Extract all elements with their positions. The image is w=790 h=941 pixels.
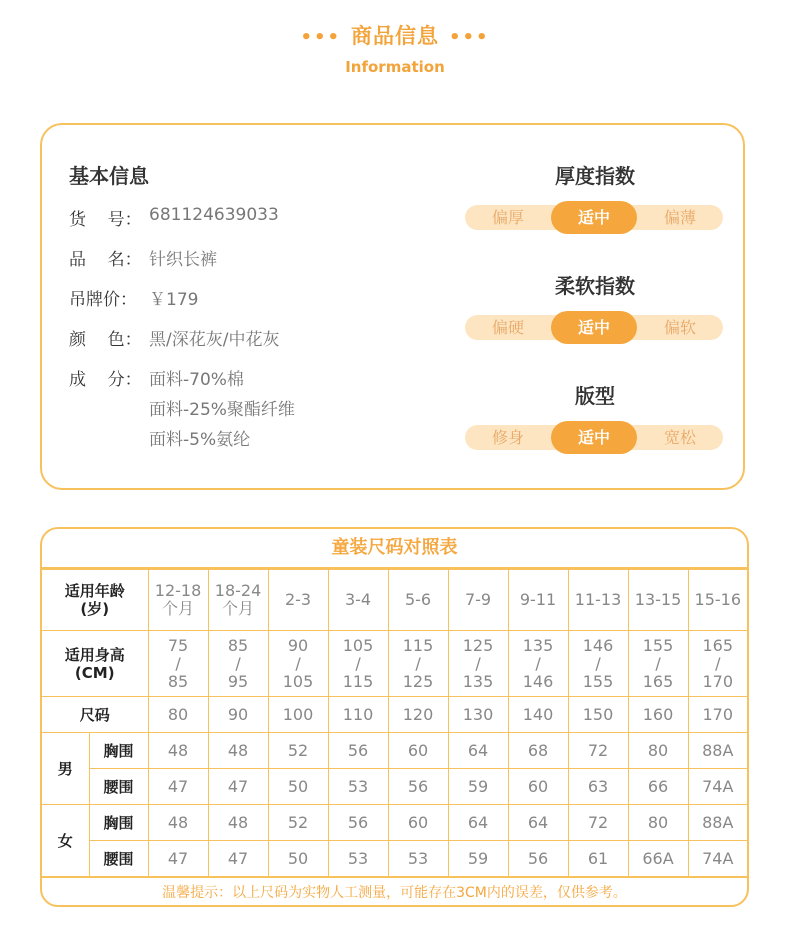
height-cell (148, 631, 208, 697)
size-cell: 100 (268, 697, 328, 733)
age-cell (568, 570, 628, 631)
height-cell (268, 631, 328, 697)
measure-cell: 80 (628, 805, 688, 841)
info-row-price (69, 285, 198, 310)
fit-type-title: 版型 (575, 384, 615, 408)
scale-option: 宽松 (663, 428, 696, 447)
section-header (0, 20, 790, 76)
measure-cell: 72 (568, 733, 628, 769)
info-label: 品 名： (69, 250, 142, 270)
cell-text: 15-16 (694, 590, 742, 609)
info-row-composition (69, 365, 244, 390)
measure-label: 腰围 (89, 841, 148, 877)
measure-cell: 56 (508, 841, 568, 877)
row-header-size: 尺码 (42, 697, 148, 733)
measure-cell: 53 (388, 841, 448, 877)
info-label: 成 分： (69, 370, 142, 390)
measure-cell: 56 (328, 733, 388, 769)
measure-cell: 74A (688, 769, 747, 805)
size-cell: 140 (508, 697, 568, 733)
section-title (0, 20, 790, 50)
row-header-text: (岁) (80, 600, 110, 618)
measure-cell: 47 (148, 841, 208, 877)
cell-text: / (415, 653, 421, 673)
age-cell (448, 570, 508, 631)
cell-text: 165 (642, 671, 674, 691)
gender-label: 男 (42, 733, 89, 805)
cell-text: 11-13 (574, 590, 622, 609)
row-header-height (42, 631, 148, 697)
measure-cell: 48 (148, 733, 208, 769)
cell-text: 115 (402, 635, 434, 655)
measure-cell: 66A (628, 841, 688, 877)
age-cell (628, 570, 688, 631)
fit-type-scale (465, 425, 723, 450)
product-info-card (40, 123, 745, 490)
age-cell (208, 570, 268, 631)
cell-text: / (595, 653, 601, 673)
measure-cell: 59 (448, 769, 508, 805)
cell-text: 95 (227, 671, 249, 691)
info-row-sku (69, 205, 279, 230)
row-header-text: (CM) (74, 663, 115, 682)
age-cell (508, 570, 568, 631)
basic-info-heading: 基本信息 (69, 164, 149, 188)
measure-cell: 48 (208, 733, 268, 769)
scale-option: 偏薄 (663, 208, 696, 227)
size-cell: 110 (328, 697, 388, 733)
cell-text: 135 (522, 635, 554, 655)
scale-option: 偏软 (663, 318, 696, 337)
measure-cell: 88A (688, 805, 747, 841)
cell-text: / (355, 653, 361, 673)
gender-label: 女 (42, 805, 89, 877)
measure-cell: 52 (268, 805, 328, 841)
table-row (42, 805, 747, 841)
size-chart-footnote: 温馨提示：以上尺码为实物人工测量，可能存在3CM内的误差，仅供参考。 (42, 877, 747, 907)
cell-text: / (295, 653, 301, 673)
section-subtitle: Information (345, 58, 445, 76)
age-cell (328, 570, 388, 631)
row-header-age (42, 570, 148, 631)
cell-text: 90 (287, 635, 309, 655)
softness-index-title: 柔软指数 (555, 274, 635, 298)
measure-cell: 47 (208, 769, 268, 805)
thickness-index-scale (465, 205, 723, 230)
row-header-text: 适用身高 (64, 645, 125, 664)
measure-cell: 74A (688, 841, 747, 877)
scale-option-selected: 适中 (551, 421, 637, 454)
measure-cell: 56 (328, 805, 388, 841)
info-label: 吊牌价： (69, 290, 137, 310)
cell-text: 12-18 (154, 581, 202, 600)
cell-text: 3-4 (344, 590, 372, 609)
size-cell: 170 (688, 697, 747, 733)
cell-text: 18-24 (214, 581, 262, 600)
info-value: 面料-70%棉 (149, 370, 244, 390)
scale-option-selected: 适中 (551, 311, 637, 344)
table-row (42, 769, 747, 805)
measure-cell: 53 (328, 769, 388, 805)
table-row (42, 570, 747, 631)
cell-text: 5-6 (404, 590, 432, 609)
measure-cell: 52 (268, 733, 328, 769)
dots-left: ••• (300, 27, 341, 48)
cell-text: 125 (462, 635, 494, 655)
measure-cell: 72 (568, 805, 628, 841)
size-cell: 90 (208, 697, 268, 733)
cell-text: 155 (642, 635, 674, 655)
info-row-color (69, 325, 279, 350)
measure-cell: 50 (268, 841, 328, 877)
measure-cell: 60 (388, 805, 448, 841)
age-cell (388, 570, 448, 631)
measure-cell: 64 (508, 805, 568, 841)
composition-line: 面料-5%氨纶 (149, 430, 251, 450)
size-cell: 160 (628, 697, 688, 733)
height-cell (628, 631, 688, 697)
cell-text: 75 (167, 635, 189, 655)
table-row (42, 733, 747, 769)
section-title-text: 商品信息 (351, 24, 439, 48)
cell-text: 146 (522, 671, 554, 691)
composition-line: 面料-25%聚酯纤维 (149, 400, 295, 420)
info-value: ￥179 (149, 290, 199, 310)
cell-text: / (655, 653, 661, 673)
cell-text: 7-9 (464, 590, 492, 609)
measure-cell: 80 (628, 733, 688, 769)
info-label: 货 号： (69, 210, 142, 230)
height-cell (448, 631, 508, 697)
scale-option: 修身 (491, 428, 524, 447)
measure-cell: 66 (628, 769, 688, 805)
measure-cell: 47 (208, 841, 268, 877)
measure-cell: 59 (448, 841, 508, 877)
measure-label: 胸围 (89, 733, 148, 769)
cell-text: / (175, 653, 181, 673)
age-cell (688, 570, 747, 631)
cell-text: / (235, 653, 241, 673)
cell-text: 146 (582, 635, 614, 655)
cell-text: 125 (402, 671, 434, 691)
cell-text: 170 (702, 671, 734, 691)
measure-cell: 63 (568, 769, 628, 805)
height-cell (688, 631, 747, 697)
cell-text: 85 (227, 635, 249, 655)
age-cell (268, 570, 328, 631)
measure-cell: 61 (568, 841, 628, 877)
cell-text: 2-3 (284, 590, 312, 609)
measure-cell: 48 (208, 805, 268, 841)
measure-cell: 50 (268, 769, 328, 805)
dots-right: ••• (449, 27, 490, 48)
row-header-text: 适用年龄 (64, 582, 125, 600)
height-cell (388, 631, 448, 697)
size-chart-card (40, 527, 749, 907)
size-cell: 120 (388, 697, 448, 733)
cell-text: 个月 (162, 599, 195, 618)
cell-text: 9-11 (519, 590, 557, 609)
measure-cell: 64 (448, 733, 508, 769)
cell-text: 13-15 (634, 590, 682, 609)
measure-cell: 60 (388, 733, 448, 769)
cell-text: / (475, 653, 481, 673)
cell-text: / (535, 653, 541, 673)
info-value: 黑/深花灰/中花灰 (149, 330, 280, 350)
cell-text: 85 (167, 671, 189, 691)
cell-text: 135 (462, 671, 494, 691)
measure-cell: 53 (328, 841, 388, 877)
table-row (42, 841, 747, 877)
scale-option: 偏硬 (491, 318, 524, 337)
measure-cell: 47 (148, 769, 208, 805)
cell-text: 105 (282, 671, 314, 691)
info-value: 针织长裤 (149, 250, 217, 270)
size-chart-title: 童装尺码对照表 (42, 529, 747, 569)
thickness-index-title: 厚度指数 (555, 164, 635, 188)
info-row-name (69, 245, 217, 270)
height-cell (508, 631, 568, 697)
cell-text: 155 (582, 671, 614, 691)
cell-text: 115 (342, 671, 374, 691)
scale-option: 偏厚 (491, 208, 524, 227)
info-label: 颜 色： (69, 330, 142, 350)
scale-option-selected: 适中 (551, 201, 637, 234)
size-cell: 130 (448, 697, 508, 733)
table-row (42, 631, 747, 697)
cell-text: 个月 (222, 599, 255, 618)
measure-cell: 88A (688, 733, 747, 769)
size-chart-table (42, 569, 747, 877)
height-cell (328, 631, 388, 697)
softness-index-scale (465, 315, 723, 340)
age-cell (148, 570, 208, 631)
measure-cell: 64 (448, 805, 508, 841)
measure-label: 腰围 (89, 769, 148, 805)
info-value: 681124639033 (149, 205, 279, 225)
size-cell: 150 (568, 697, 628, 733)
measure-cell: 68 (508, 733, 568, 769)
measure-label: 胸围 (89, 805, 148, 841)
table-row (42, 697, 747, 733)
measure-cell: 48 (148, 805, 208, 841)
cell-text: / (715, 653, 721, 673)
measure-cell: 60 (508, 769, 568, 805)
cell-text: 105 (342, 635, 374, 655)
size-cell: 80 (148, 697, 208, 733)
measure-cell: 56 (388, 769, 448, 805)
cell-text: 165 (702, 635, 734, 655)
height-cell (568, 631, 628, 697)
height-cell (208, 631, 268, 697)
